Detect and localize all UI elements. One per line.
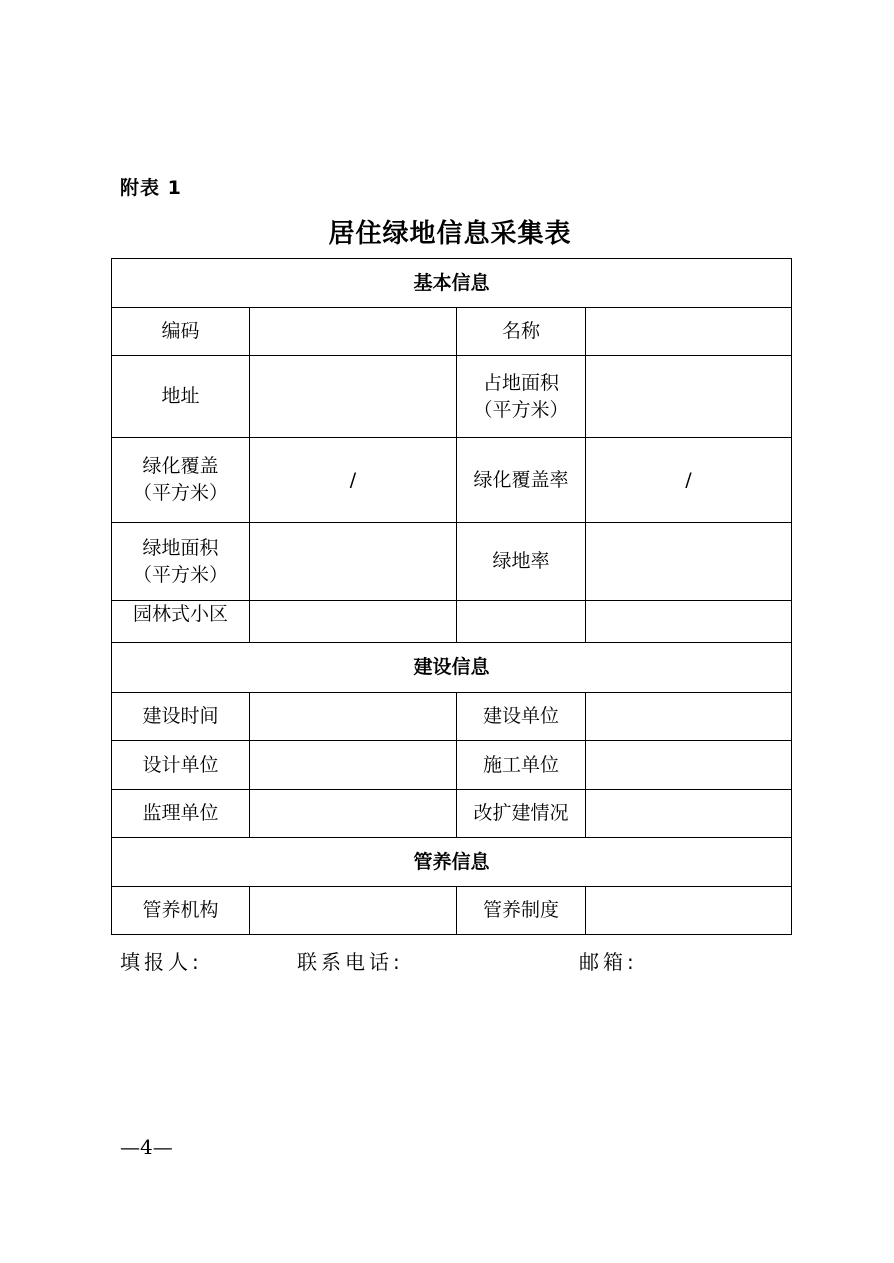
address-label: 地址 <box>112 356 250 438</box>
green-area-label-line1: 绿地面积 <box>142 536 219 559</box>
phone-label: 联系电话: <box>297 950 404 974</box>
designer-value-cell[interactable] <box>250 741 457 790</box>
table-row <box>112 838 792 887</box>
table-row <box>112 790 792 838</box>
green-area-value-cell[interactable] <box>250 523 457 601</box>
code-value-cell[interactable] <box>250 308 457 356</box>
supervisor-value-cell[interactable] <box>250 790 457 838</box>
table-row <box>112 693 792 741</box>
builder-label: 建设单位 <box>457 693 586 741</box>
area-label <box>457 356 586 438</box>
name-value-cell[interactable] <box>586 308 792 356</box>
footer-contact-row <box>120 946 800 976</box>
renovation-label: 改扩建情况 <box>457 790 586 838</box>
builder-value-cell[interactable] <box>586 693 792 741</box>
garden-community-value-cell[interactable] <box>250 601 457 643</box>
green-area-label-line2: （平方米） <box>132 563 228 586</box>
garden-community-extra-cell[interactable] <box>457 601 586 643</box>
garden-community-extra-value-cell[interactable] <box>586 601 792 643</box>
info-collection-table <box>111 258 792 935</box>
address-value-cell[interactable] <box>250 356 457 438</box>
section-header-basic: 基本信息 <box>112 259 792 308</box>
build-time-value-cell[interactable] <box>250 693 457 741</box>
renovation-value-cell[interactable] <box>586 790 792 838</box>
table-row <box>112 643 792 693</box>
annex-label: 附表 1 <box>120 177 182 199</box>
section-header-maintenance: 管养信息 <box>112 838 792 887</box>
area-label-line2: （平方米） <box>473 398 569 421</box>
name-label: 名称 <box>457 308 586 356</box>
build-time-label: 建设时间 <box>112 693 250 741</box>
green-rate-value-cell[interactable] <box>586 523 792 601</box>
green-cover-value-cell[interactable]: / <box>250 438 457 523</box>
section-header-construction: 建设信息 <box>112 643 792 693</box>
green-cover-rate-label: 绿化覆盖率 <box>457 438 586 523</box>
page-title: 居住绿地信息采集表 <box>328 219 572 249</box>
green-cover-label <box>112 438 250 523</box>
system-label: 管养制度 <box>457 887 586 935</box>
system-value-cell[interactable] <box>586 887 792 935</box>
filler-label: 填报人: <box>120 950 203 974</box>
table-row <box>112 601 792 643</box>
code-label: 编码 <box>112 308 250 356</box>
table-row <box>112 308 792 356</box>
area-value-cell[interactable] <box>586 356 792 438</box>
table-row <box>112 259 792 308</box>
garden-community-label: 园林式小区 <box>112 601 250 643</box>
green-cover-label-line1: 绿化覆盖 <box>142 455 219 477</box>
green-cover-rate-value-cell[interactable]: / <box>586 438 792 523</box>
table-row <box>112 356 792 438</box>
contractor-value-cell[interactable] <box>586 741 792 790</box>
agency-value-cell[interactable] <box>250 887 457 935</box>
table-row <box>112 741 792 790</box>
table-row <box>112 523 792 601</box>
table-row <box>112 438 792 523</box>
green-cover-label-line2: （平方米） <box>132 482 228 504</box>
green-area-label <box>112 523 250 601</box>
area-label-line1: 占地面积 <box>482 371 559 394</box>
contractor-label: 施工单位 <box>457 741 586 790</box>
designer-label: 设计单位 <box>112 741 250 790</box>
email-label: 邮箱: <box>579 950 638 974</box>
supervisor-label: 监理单位 <box>112 790 250 838</box>
table-row <box>112 887 792 935</box>
page-number: —4— <box>120 1135 173 1159</box>
green-rate-label: 绿地率 <box>457 523 586 601</box>
agency-label: 管养机构 <box>112 887 250 935</box>
